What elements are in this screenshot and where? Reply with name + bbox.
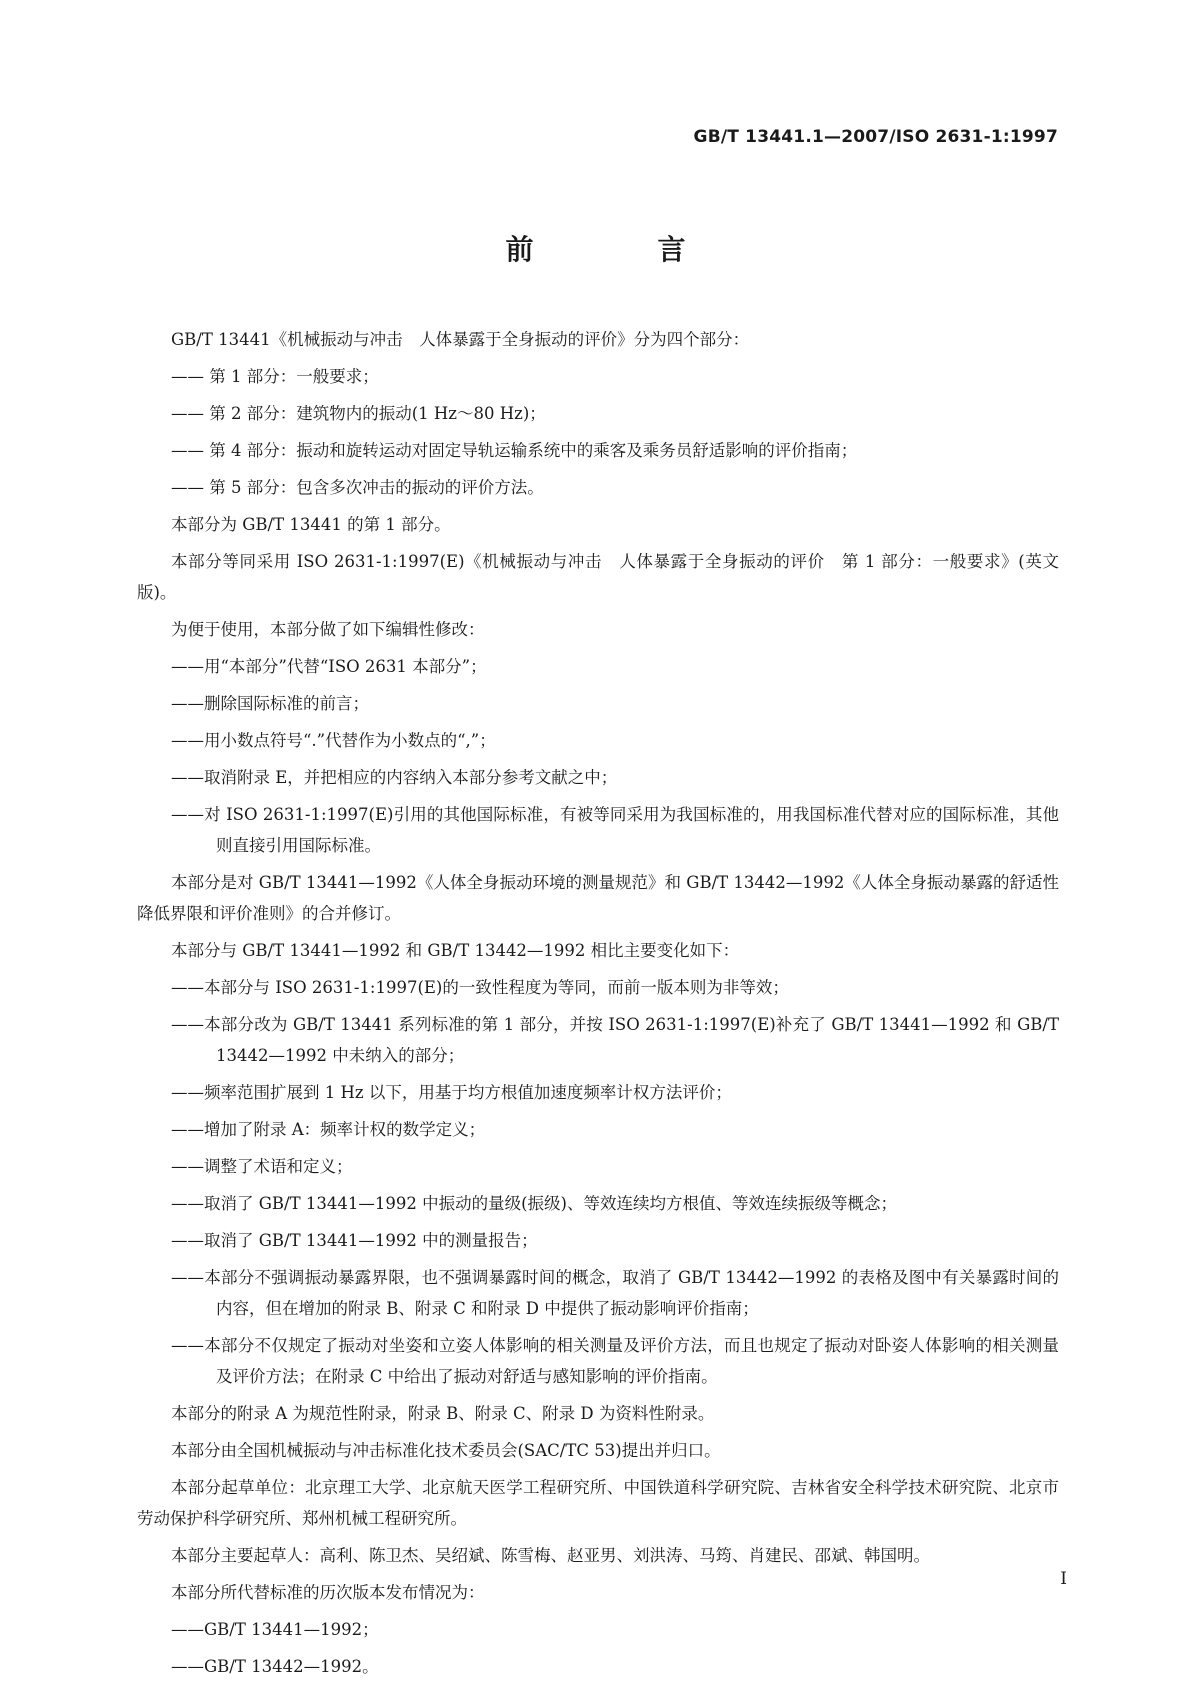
paragraph-changes-intro: 本部分与 GB/T 13441—1992 和 GB/T 13442—1992 相比主要变化如下： — [171, 941, 740, 960]
list-item-edit: ——删除国际标准的前言； — [171, 694, 369, 713]
list-item-edit: ——对 ISO 2631-1:1997(E)引用的其他国际标准，有被等同采用为我国标准的，用我国标准代替对应的国际标准，其他则直接引用国际标准。 — [171, 805, 1059, 855]
foreword-body — [137, 324, 1059, 1688]
paragraph-adoption: 本部分等同采用 ISO 2631-1:1997(E)《机械振动与冲击 人体暴露于全身振动的评价 第 1 部分：一般要求》(英文版)。 — [137, 552, 1059, 602]
paragraph-drafting-units: 本部分起草单位：北京理工大学、北京航天医学工程研究所、中国铁道科学研究院、吉林省安全科学技术研究院、北京市劳动保护科学研究所、郑州机械工程研究所。 — [137, 1478, 1059, 1528]
page-number: I — [1060, 1569, 1067, 1589]
list-item-edit: ——用“本部分”代替“ISO 2631 本部分”； — [171, 657, 487, 676]
list-item-change: ——本部分不强调振动暴露界限，也不强调暴露时间的概念，取消了 GB/T 13442—1992 的表格及图中有关暴露时间的内容，但在增加的附录 B、附录 C 和附录 D 中提供了振动影响评价指南； — [171, 1268, 1059, 1318]
list-item-part-4: —— 第 4 部分：振动和旋转运动对固定导轨运输系统中的乘客及乘务员舒适影响的评价指南； — [171, 441, 858, 460]
list-item-edit: ——用小数点符号“.”代替作为小数点的“,”； — [171, 731, 496, 750]
list-item-change: ——增加了附录 A：频率计权的数学定义； — [171, 1120, 486, 1139]
standard-code: GB/T 13441.1—2007/ISO 2631-1:1997 — [693, 127, 1058, 147]
paragraph-proposer: 本部分由全国机械振动与冲击标准化技术委员会(SAC/TC 53)提出并归口。 — [171, 1441, 721, 1460]
list-item-edit: ——取消附录 E，并把相应的内容纳入本部分参考文献之中； — [171, 768, 618, 787]
list-item-part-1: —— 第 1 部分：一般要求； — [171, 367, 379, 386]
list-item-history: ——GB/T 13442—1992。 — [171, 1657, 379, 1676]
paragraph-revision: 本部分是对 GB/T 13441—1992《人体全身振动环境的测量规范》和 GB/T 13442—1992《人体全身振动暴露的舒适性降低界限和评价准则》的合并修订。 — [137, 873, 1059, 923]
list-item-change: ——调整了术语和定义； — [171, 1157, 353, 1176]
list-item-change: ——本部分与 ISO 2631-1:1997(E)的一致性程度为等同，而前一版本则为非等效； — [171, 978, 789, 997]
paragraph-drafters: 本部分主要起草人：高利、陈卫杰、吴绍斌、陈雪梅、赵亚男、刘洪涛、马筠、肖建民、邵斌、韩国明。 — [171, 1546, 930, 1565]
list-item-change: ——频率范围扩展到 1 Hz 以下，用基于均方根值加速度频率计权方法评价； — [171, 1083, 732, 1102]
paragraph-intro: GB/T 13441《机械振动与冲击 人体暴露于全身振动的评价》分为四个部分： — [171, 330, 750, 349]
paragraph-part-number: 本部分为 GB/T 13441 的第 1 部分。 — [171, 515, 451, 534]
list-item-part-2: —— 第 2 部分：建筑物内的振动(1 Hz～80 Hz)； — [171, 404, 546, 423]
list-item-change: ——取消了 GB/T 13441—1992 中的测量报告； — [171, 1231, 538, 1250]
paragraph-annexes: 本部分的附录 A 为规范性附录，附录 B、附录 C、附录 D 为资料性附录。 — [171, 1404, 715, 1423]
list-item-history: ——GB/T 13441—1992； — [171, 1620, 379, 1639]
list-item-change: ——取消了 GB/T 13441—1992 中振动的量级(振级)、等效连续均方根值、等效连续振级等概念； — [171, 1194, 897, 1213]
page-title: 前 言 — [505, 233, 734, 266]
paragraph-history-intro: 本部分所代替标准的历次版本发布情况为： — [171, 1583, 485, 1602]
list-item-change: ——本部分不仅规定了振动对坐姿和立姿人体影响的相关测量及评价方法，而且也规定了振动对卧姿人体影响的相关测量及评价方法；在附录 C 中给出了振动对舒适与感知影响的评价指南。 — [171, 1336, 1059, 1386]
list-item-part-5: —— 第 5 部分：包含多次冲击的振动的评价方法。 — [171, 478, 544, 497]
paragraph-edits-intro: 为便于使用，本部分做了如下编辑性修改： — [171, 620, 485, 639]
list-item-change: ——本部分改为 GB/T 13441 系列标准的第 1 部分，并按 ISO 2631-1:1997(E)补充了 GB/T 13441—1992 和 GB/T 13442—1992 中未纳入的部分； — [171, 1015, 1059, 1065]
